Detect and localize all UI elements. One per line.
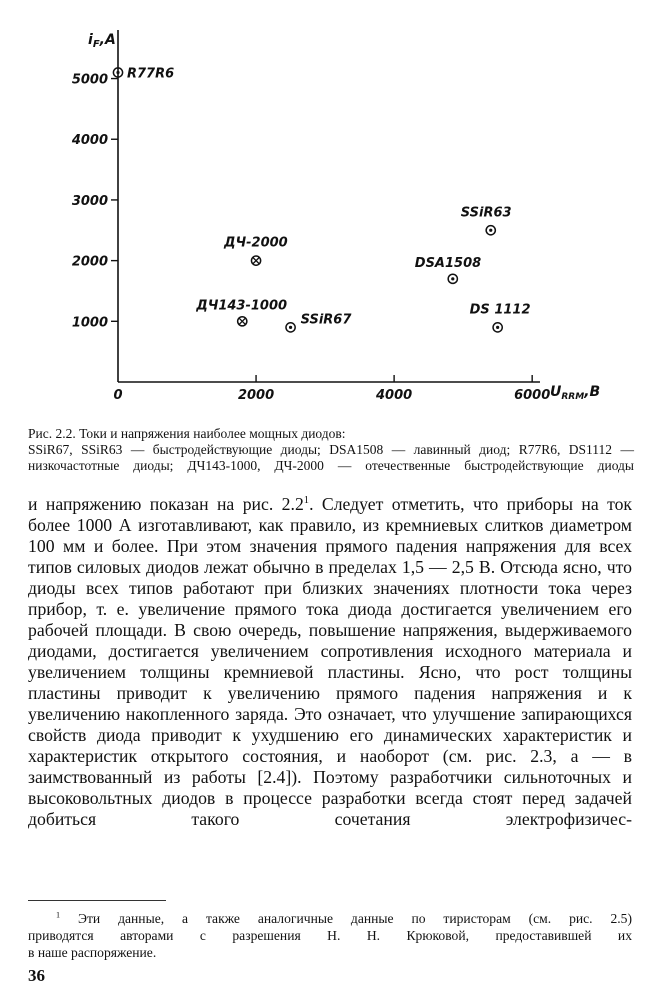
y-tick-label: 3000	[71, 193, 108, 209]
point-label: SSiR63	[460, 205, 512, 221]
y-axis-title: $i_F,A$	[88, 32, 116, 50]
point-marker-dot	[116, 71, 119, 74]
footnote	[28, 910, 632, 961]
footnote-line: $^1$ Эти данные, а также аналогичные данные по тиристорам (см. рис. 2.5)	[56, 910, 632, 926]
point-marker-dot	[489, 229, 492, 232]
footnote-reference: 1	[303, 495, 310, 507]
point-label: ДЧ-2000	[224, 235, 288, 251]
caption-title: Рис. 2.2. Токи и напряжения наиболее мощных диодов:	[28, 426, 346, 441]
point-label: R77R6	[127, 66, 175, 82]
x-tick-label: 0	[113, 388, 123, 403]
x-tick-label: 4000	[376, 388, 413, 403]
x-tick-label: 2000	[237, 388, 275, 403]
data-point	[223, 236, 288, 266]
point-marker-dot	[451, 277, 454, 280]
caption-body: SSiR67, SSiR63 — быстродействующие диоды; DSA1508 — лавинный диод; R77R6, DS1112 — низкочастотные диоды; ДЧ143-1000, ДЧ-2000 — отечественные быстродействующие диоды	[28, 442, 634, 473]
point-label: DS 1112	[469, 302, 531, 318]
paragraph-rest: . Следует отметить, что приборы на ток более 1000 А изготавливают, как правило, из кремниевых слитков диаметром 100 мм и более. При этом значения прямого падения напряжения для всех типов силовых диодов лежат обычно в пределах 1,5 — 2,5 В. Отсюда ясно, что диоды всех типов работают при близких значениях плотности тока через прибор, т. е. увеличение прямого тока диода достигается увеличением его рабочей площади. В свою очередь, повышение напряжения, выдерживаемого диодами, достигается увеличением сопротивления исходного материала и увеличением толщины кремниевой пластины. Ясно, что рост толщины пластины приводит к увеличению прямого падения напряжения и к увеличению накопленного заряда. Это означает, что улучшение запирающихся свойств диода приводит к ухудшению его динамических характеристик и характеристик открытого состояния, и наоборот (см. рис. 2.3, а — в заимствованный из работы [2.4]). Поэтому разработчики сильноточных и высоковольтных диодов в процессе разработки всегда стоят перед задачей добиться такого сочетания электрофизичес-	[28, 494, 633, 829]
point-marker-dot	[289, 326, 292, 329]
data-point	[113, 66, 174, 81]
y-axis-ticks	[71, 73, 118, 331]
x-axis-title: $U_{RRM},B$	[550, 384, 601, 402]
footnote-line: приводятся авторами с разрешения Н. Н. Крюковой, предоставившей их	[28, 928, 632, 943]
point-label: DSA1508	[414, 255, 482, 271]
body-paragraph	[28, 494, 632, 830]
point-label: ДЧ143-1000	[196, 298, 288, 314]
x-axis-ticks	[113, 375, 550, 403]
footnote-marker: 1	[56, 910, 61, 920]
data-point	[195, 298, 287, 326]
paragraph-start: и напряжению показан на рис. 2.2	[28, 494, 304, 514]
x-tick-label: 6000	[514, 388, 551, 403]
y-tick-label: 2000	[71, 254, 108, 270]
body-text	[28, 494, 632, 830]
data-point	[415, 256, 481, 284]
scatter-chart	[0, 0, 652, 420]
page-number: 36	[28, 966, 45, 985]
y-tick-label: 5000	[71, 72, 108, 88]
point-marker-dot	[496, 326, 499, 329]
data-points	[113, 66, 530, 331]
point-label: SSiR67	[300, 312, 352, 328]
data-point	[286, 312, 352, 332]
y-tick-label: 4000	[71, 133, 108, 149]
footnote-line: в наше распоряжение.	[28, 945, 157, 960]
data-point	[461, 205, 512, 235]
footnote-divider	[28, 900, 166, 901]
figure-caption	[28, 426, 634, 474]
y-tick-label: 1000	[71, 315, 108, 331]
data-point	[470, 302, 531, 332]
